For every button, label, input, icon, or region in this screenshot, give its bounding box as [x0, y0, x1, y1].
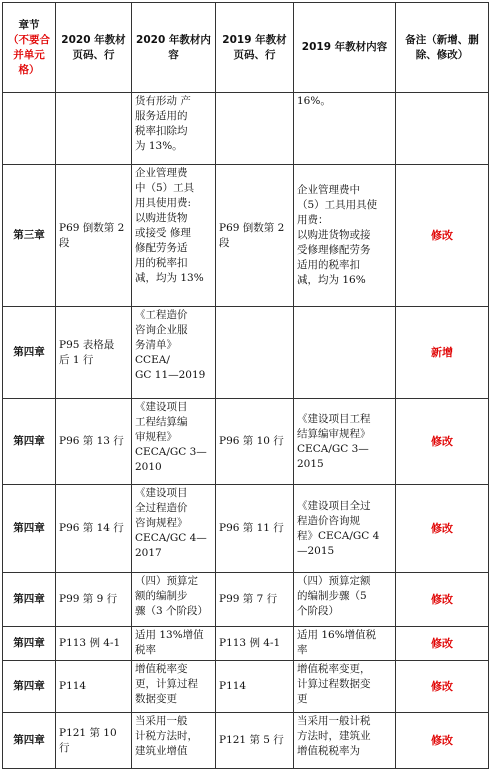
row-2019-page: P69 倒数第 2 段	[216, 165, 294, 307]
row-remark: 修改	[396, 661, 489, 713]
row-remark	[396, 93, 489, 165]
row-2020-content: 货有形动 产 服务适用的 税率扣除均 为 13%。	[132, 93, 216, 165]
row-2020-content: 适用 13%增值 税率	[132, 627, 216, 661]
table-row	[3, 573, 489, 627]
row-2020-page: P99 第 9 行	[56, 573, 132, 627]
row-2020-content: 企业管理费 中（5）工具 用具使用费: 以购进货物 或接受 修理 修配劳务适 用的税率扣 减，均为 13%	[132, 165, 216, 307]
row-chapter: 第四章	[3, 399, 56, 485]
row-2019-page: P96 第 10 行	[216, 399, 294, 485]
row-2020-page: P121 第 10 行	[56, 713, 132, 769]
row-chapter: 第四章	[3, 307, 56, 399]
row-2020-page: P69 倒数第 2 段	[56, 165, 132, 307]
header-2020-content: 2020 年教材内容	[132, 3, 216, 93]
table-row	[3, 399, 489, 485]
row-chapter	[3, 93, 56, 165]
row-2019-page: P121 第 5 行	[216, 713, 294, 769]
row-2019-content	[294, 307, 396, 399]
textbook-changes-table	[2, 2, 489, 769]
row-2020-content: 《工程造价 咨询企业服 务清单》 CCEA/ GC 11—2019	[132, 307, 216, 399]
row-chapter: 第四章	[3, 661, 56, 713]
row-2019-page: P114	[216, 661, 294, 713]
row-2020-page: P96 第 14 行	[56, 485, 132, 573]
row-2019-content: （四）预算定额 的编制步骤（5 个阶段）	[294, 573, 396, 627]
table-row	[3, 307, 489, 399]
row-remark: 新增	[396, 307, 489, 399]
row-remark: 修改	[396, 573, 489, 627]
row-2020-content: 增值税率变 更，计算过程 数据变更	[132, 661, 216, 713]
row-2019-page: P96 第 11 行	[216, 485, 294, 573]
table-row	[3, 485, 489, 573]
row-remark: 修改	[396, 165, 489, 307]
row-2020-content: 《建设项目 全过程造价 咨询规程》 CECA/GC 4— 2017	[132, 485, 216, 573]
table-row	[3, 627, 489, 661]
row-chapter: 第四章	[3, 627, 56, 661]
row-2019-page: P113 例 4-1	[216, 627, 294, 661]
table-row	[3, 661, 489, 713]
row-2020-content: （四）预算定 额的编制步 骤（3 个阶段）	[132, 573, 216, 627]
row-chapter: 第三章	[3, 165, 56, 307]
row-2019-content: 16%。	[294, 93, 396, 165]
row-chapter: 第四章	[3, 713, 56, 769]
table-row	[3, 713, 489, 769]
header-chapter-note: （不要合并单元格）	[8, 33, 50, 76]
row-remark: 修改	[396, 485, 489, 573]
row-2019-content: 增值税率变更， 计算过程数据变 更	[294, 661, 396, 713]
row-2020-page: P96 第 13 行	[56, 399, 132, 485]
row-2019-content: 《建设项目全过 程造价咨询规 程》CECA/GC 4 —2015	[294, 485, 396, 573]
header-chapter: 章节 （不要合并单元格）	[3, 3, 56, 93]
row-2020-page: P114	[56, 661, 132, 713]
table-row	[3, 93, 489, 165]
row-2019-content: 适用 16%增值税 率	[294, 627, 396, 661]
row-2020-page: P113 例 4-1	[56, 627, 132, 661]
table-row	[3, 165, 489, 307]
row-2019-page: P99 第 7 行	[216, 573, 294, 627]
row-2020-page: P95 表格最 后 1 行	[56, 307, 132, 399]
row-2019-content: 《建设项目工程 结算编审规程》 CECA/GC 3— 2015	[294, 399, 396, 485]
row-chapter: 第四章	[3, 573, 56, 627]
header-remark: 备注（新增、删除、修改）	[396, 3, 489, 93]
row-remark: 修改	[396, 399, 489, 485]
row-2020-content: 当采用一般 计税方法时， 建筑业增值	[132, 713, 216, 769]
row-remark: 修改	[396, 713, 489, 769]
row-2020-content: 《建设项目 工程结算编 审规程》 CECA/GC 3— 2010	[132, 399, 216, 485]
row-2019-page	[216, 307, 294, 399]
header-2020-page: 2020 年教材页码、行	[56, 3, 132, 93]
row-chapter: 第四章	[3, 485, 56, 573]
row-2019-content: 企业管理费中 （5）工具用具使 用费： 以购进货物或接 受修理修配劳务 适用的税率扣 减，均为 16%	[294, 165, 396, 307]
header-2019-page: 2019 年教材页码、行	[216, 3, 294, 93]
row-2019-content: 当采用一般计税 方法时，建筑业 增值税税率为	[294, 713, 396, 769]
header-2019-content: 2019 年教材内容	[294, 3, 396, 93]
row-2019-page	[216, 93, 294, 165]
row-2020-page	[56, 93, 132, 165]
row-remark: 修改	[396, 627, 489, 661]
